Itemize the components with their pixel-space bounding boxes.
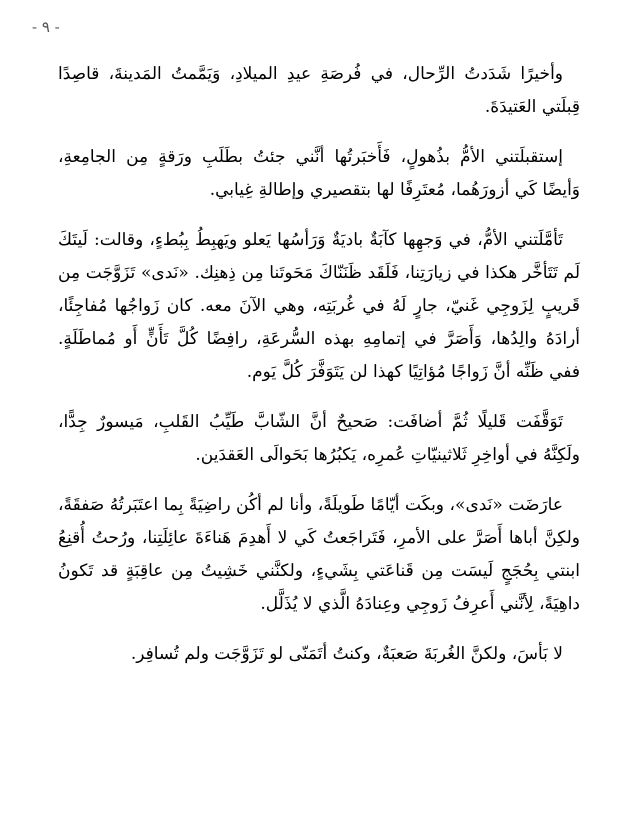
paragraph-6: لا بَأسَ، ولكنَّ الغُربَةَ صَعبَةٌ، وكنتُ أتَمَنّى لو تَزَوَّجَت ولم تُسافِر. — [130, 644, 563, 664]
paragraph-5: عارَضَت «نَدى»، وبكَت أيّامًا طَويلَةً، وأنا لم أكُن راضِيَةً بِما اعتَبَرتُهُ صَفقَةً، ولكِنَّ أباها أَصَرَّ على الأمرِ، فَتَراجَعتُ كَي لا أَهدِمَ هَناءَةَ عائِلَتِنا، ورُحتُ أُقنِعُ ابنتي بِحُجَجٍ لَيسَت مِن قَناعَتي بِشَيءٍ، ولكنَّني خَشِيتُ مِن عاقِبَةٍ قد تَكونُ داهِيَةً، لِأنَّني أَعرِفُ زَوجِي وعِنادَهُ الَّذي لا يُذَلَّل. — [58, 495, 580, 614]
paragraph-1: وأخيرًا شَدَدتُ الرِّحال، في فُرصَةِ عيدِ الميلادِ، وَيَمَّمتُ المَدينةَ، قاصِدًا قِبلَتي العَتيدَةَ. — [58, 64, 580, 117]
page-body — [58, 58, 580, 671]
page-number: - ٩ - — [32, 18, 60, 36]
paragraph-4: تَوَقَّفَت قَليلًا ثُمَّ أضافَت: صَحيحٌ أنَّ الشّابَّ طَيِّبُ القَلبِ، مَيسورٌ جِدًّا، ولَكِنَّهُ في أواخِرِ ثَلاثينيّاتِ عُمرِه، يَكبُرُها بَحَوالَى العَقدَين. — [58, 412, 580, 465]
paragraph-3: تَأمَّلَتني الأمُّ، في وَجهِها كآبَةٌ باديَةٌ وَرَأسُها يَعلو ويَهبِطُ بِبُطءٍ، وقالت: لَيتَكَ لَم تَتَأخَّر هكذا في زيارَتِنا، فَلَقَد ظَنَنّاكَ مَحَوتَنا مِن ذِهنِك. «نَدى» تَزَوَّجَت مِن قَريبٍ لِزَوجِي غَنيّ، جارٍ لَهُ في غُربَتِه، وهي الآنَ معه. كان زَواجُها مُفاجِئًا، أرادَهُ والِدُها، وَأَصَرَّ في إتمامِهِ بهذه السُّرعَةِ، رافِضًا كُلَّ تَأَنٍّ أَو مُماطَلَةٍ. ففي ظَنِّه أنَّ زَواجًا مُؤاتِيًا كهذا لن يَتَوَفَّرَ كُلَّ يَوم. — [58, 230, 580, 382]
paragraph-2: إستقبلَتني الأمُّ بذُهولٍ، فَأَخبَرتُها أنَّني جئتُ بطَلَبِ ورَقةٍ مِن الجامِعةِ، وَأيضًا كَي أزورَهُما، مُعتَرِفًا لها بتقصيري وإطالةِ غِيابي. — [58, 147, 580, 200]
